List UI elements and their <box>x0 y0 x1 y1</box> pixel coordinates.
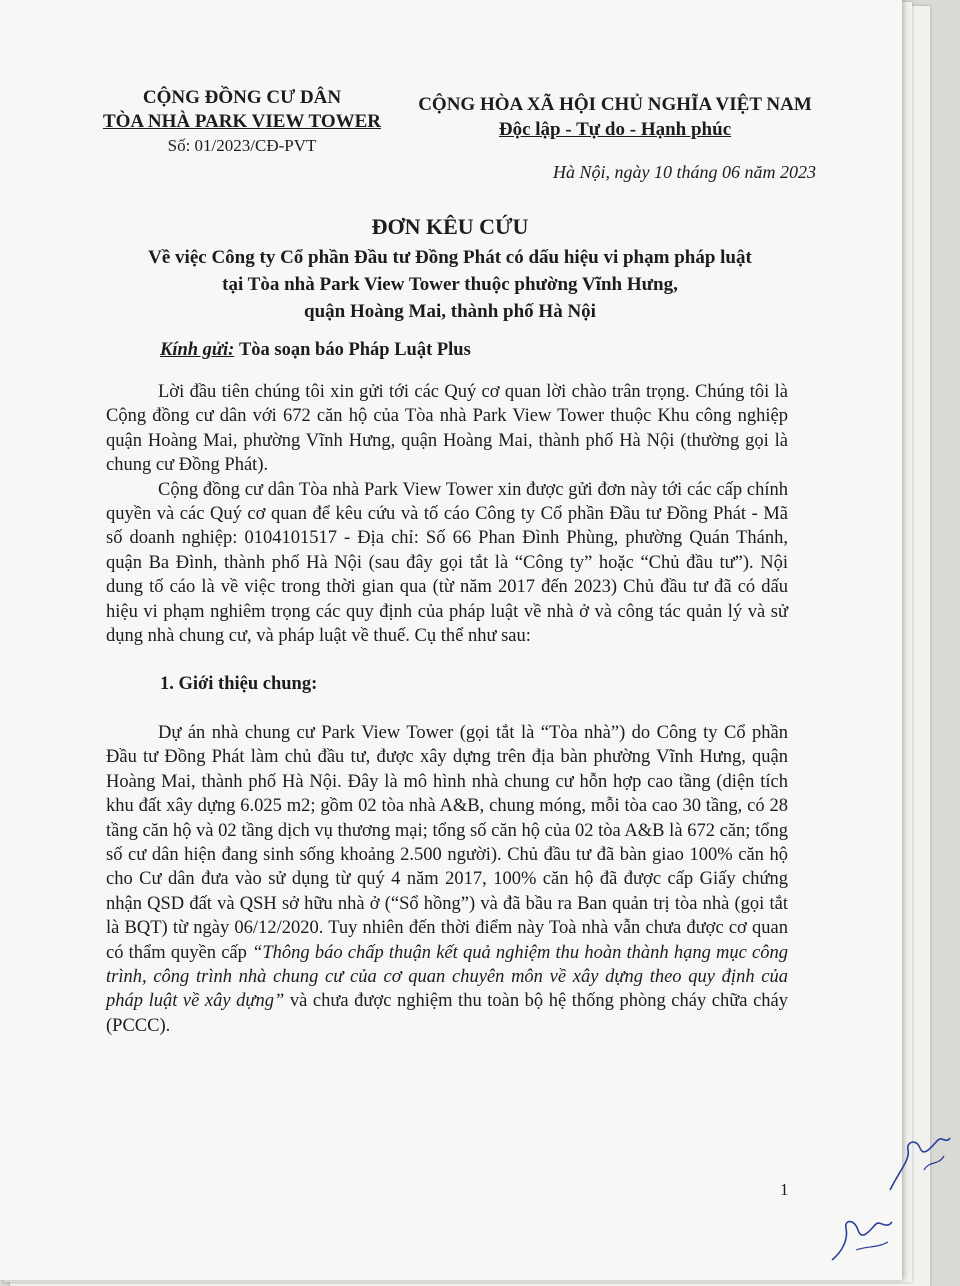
issuer-line-1: CỘNG ĐỒNG CƯ DÂN <box>142 87 342 108</box>
recipient-value: Tòa soạn báo Pháp Luật Plus <box>238 340 471 360</box>
paragraph-complaint: Cộng đồng cư dân Tòa nhà Park View Tower xin được gửi đơn này tới các cấp chính quyền và các Quý cơ quan để kêu cứu và tố cáo Công ty Cổ phần Đầu tư Đồng Phát - Mã số doanh nghiệp: 0104101517 - Địa chỉ: Số 66 Phan Đình Phùng, phường Quán Thánh, quận Ba Đình, thành phố Hà Nội (sau đây gọi tắt là “Công ty” hoặc “Chủ đầu tư”). Nội dung tố cáo là về việc trong thời gian qua (từ năm 2017 đến 2023) Chủ đầu tư đã có dấu hiệu vi phạm nghiêm trọng các quy định của pháp luật về nhà ở và công tác quản lý và sử dụng nhà chung cư, và pháp luật về thuế. Cụ thể như sau: <box>106 479 788 647</box>
subject-line-3: quận Hoàng Mai, thành phố Hà Nội <box>304 301 596 322</box>
document-subject <box>90 244 810 325</box>
signature-mark-1 <box>880 1130 960 1200</box>
national-title: CỘNG HÒA XÃ HỘI CHỦ NGHĨA VIỆT NAM <box>418 94 812 115</box>
recipient-line <box>160 340 471 361</box>
document-title: ĐƠN KÊU CỨU <box>371 214 529 239</box>
paragraph-general-intro <box>106 721 788 1038</box>
subject-line-1: Về việc Công ty Cổ phần Đầu tư Đồng Phát có dấu hiệu vi phạm pháp luật <box>148 247 752 268</box>
national-motto: Độc lập - Tự do - Hạnh phúc <box>498 119 732 140</box>
page-number: 1 <box>780 1180 789 1199</box>
recipient-label: Kính gửi: <box>160 340 235 360</box>
issuer-block <box>92 86 392 158</box>
subject-line-2: tại Tòa nhà Park View Tower thuộc phường Vĩnh Hưng, <box>222 274 678 295</box>
paragraph-general-intro-part-a: Dự án nhà chung cư Park View Tower (gọi tắt là “Tòa nhà”) do Công ty Cổ phần Đầu tư Đồng Phát làm chủ đầu tư, được xây dựng trên địa bàn phường Vĩnh Hưng, quận Hoàng Mai, thành phố Hà Nội. Đây là mô hình nhà chung cư hỗn hợp cao tầng (diện tích khu đất xây dựng 6.025 m2; gồm 02 tòa nhà A&B, chung móng, mỗi tòa cao 30 tầng, có 28 tầng căn hộ và 02 tầng dịch vụ thương mại; tổng số căn hộ của 02 tòa A&B là 672 căn; tổng số cư dân hiện đang sinh sống khoảng 2.500 người). Chủ đầu tư đã bàn giao 100% căn hộ cho Cư dân đưa vào sử dụng từ quý 4 năm 2017, 100% căn hộ đã được cấp Giấy chứng nhận QSD đất và QSH sở hữu nhà ở (“Sổ hồng”) và đã bầu ra Ban quản trị tòa nhà (gọi tắt là BQT) từ ngày 06/12/2020. Tuy nhiên đến thời điểm này Toà nhà vẫn chưa được cơ quan có thẩm quyền cấp <box>106 722 788 963</box>
paragraph-general-intro-part-b: và chưa được nghiệm thu toàn bộ hệ thống phòng cháy chữa cháy (PCCC). <box>106 991 788 1036</box>
document-body <box>106 380 788 1038</box>
document-number: Số: 01/2023/CĐ-PVT <box>167 136 317 155</box>
section-heading-1: 1. Giới thiệu chung: <box>160 674 318 695</box>
issuer-line-2: TÒA NHÀ PARK VIEW TOWER <box>102 111 382 132</box>
paragraph-general-intro-quote: “Thông báo chấp thuận kết quả nghiệm thu hoàn thành hạng mục công trình, công trình nhà chung cư của cơ quan chuyên môn về xây dựng theo quy định của pháp luật về xây dựng” <box>106 942 788 1012</box>
document-date: Hà Nội, ngày 10 tháng 06 năm 2023 <box>553 162 816 182</box>
national-motto-block <box>400 92 830 142</box>
paragraph-intro: Lời đầu tiên chúng tôi xin gửi tới các Quý cơ quan lời chào trân trọng. Chúng tôi là Cộng đồng cư dân với 672 căn hộ của Tòa nhà Park View Tower thuộc Khu công nghiệp quận Hoàng Mai, phường Vĩnh Hưng, quận Hoàng Mai, thành phố Hà Nội (thường gọi là chung cư Đồng Phát). <box>106 382 788 476</box>
signature-mark-2 <box>826 1200 906 1270</box>
